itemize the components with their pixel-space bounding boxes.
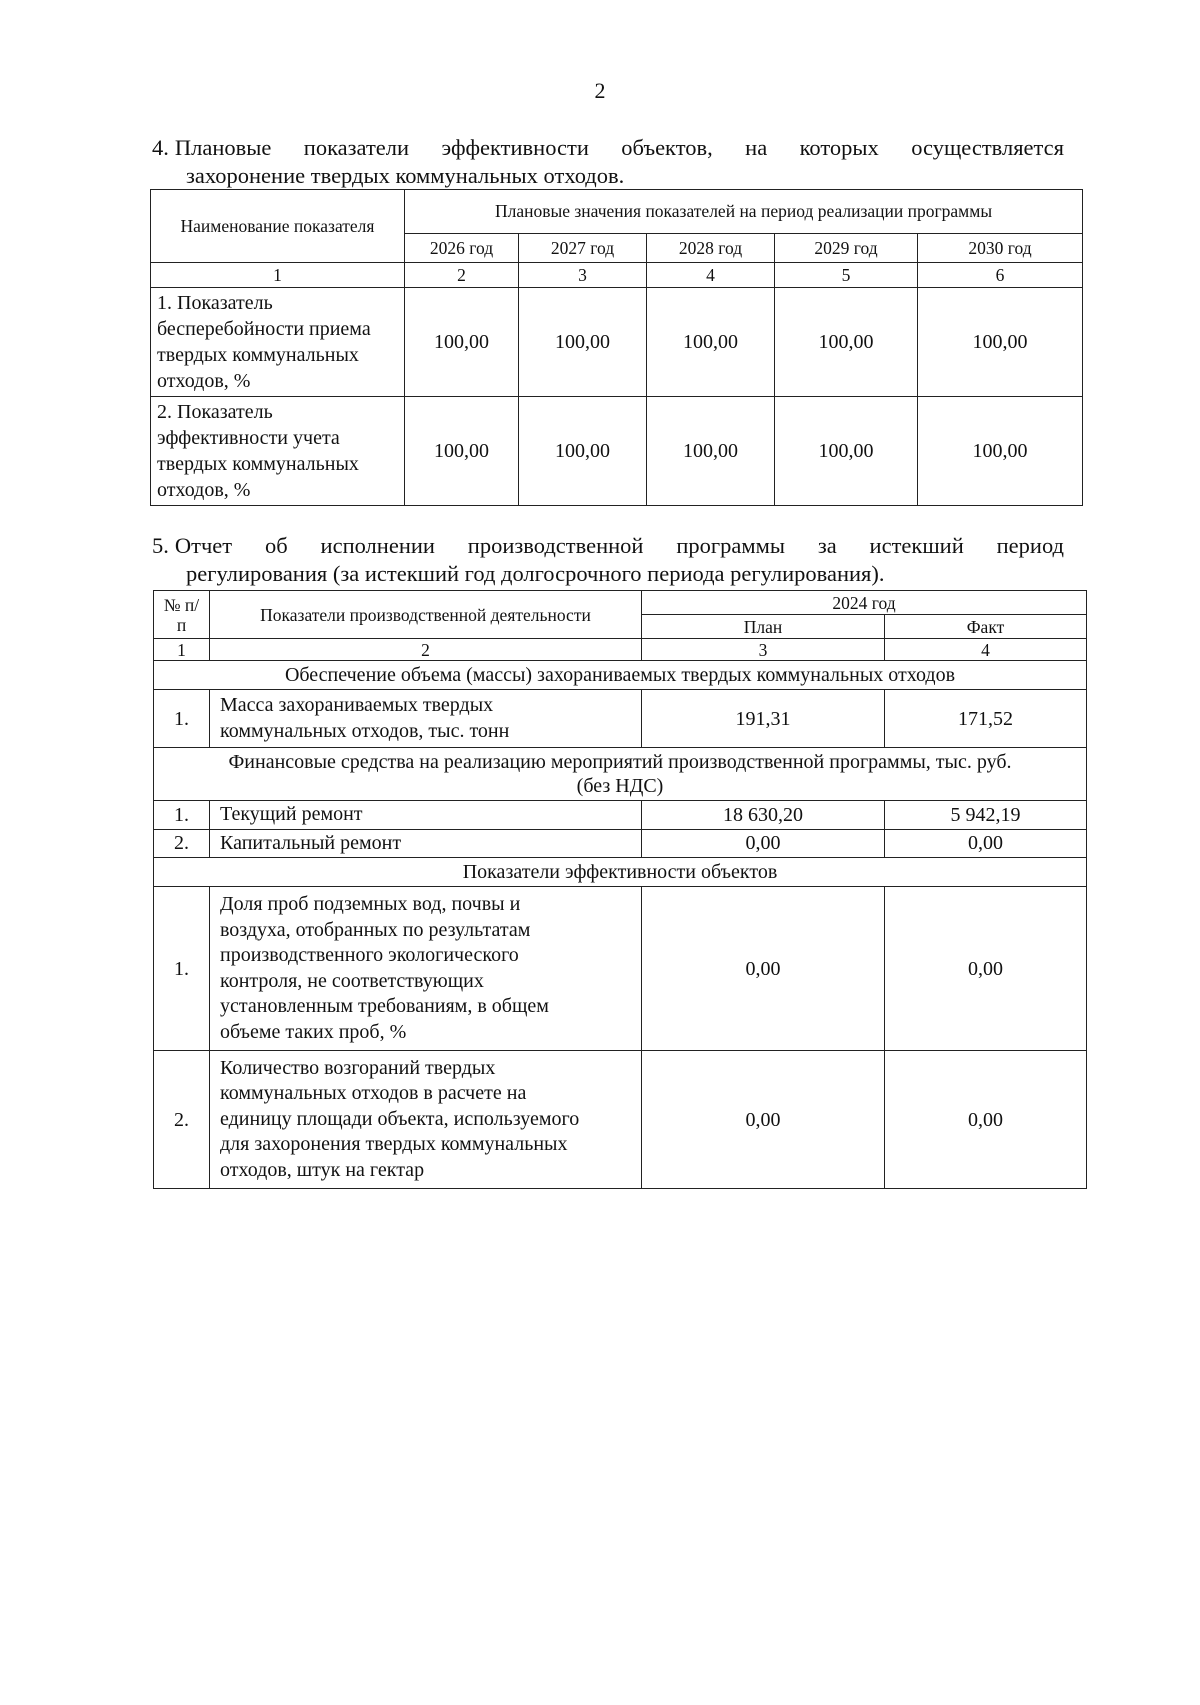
year-header: 2029 год	[775, 234, 918, 263]
indicator-name	[151, 288, 405, 397]
section-header-line: Финансовые средства на реализацию мероприятий производственной программы, тыс. руб.	[228, 751, 1012, 773]
fact-value: 0,00	[885, 1051, 1087, 1189]
program-report-table	[153, 590, 1087, 1189]
indicator-name-line: Масса захораниваемых твердых	[220, 694, 494, 716]
indicator-name-line: коммунальных отходов в расчете на	[220, 1082, 527, 1105]
column-number: 5	[775, 263, 918, 288]
indicator-name-line: 1. Показатель	[157, 292, 273, 314]
section-header-volume: Обеспечение объема (массы) захораниваемых твердых коммунальных отходов	[154, 661, 1087, 690]
table-row	[154, 887, 1087, 1051]
planned-value: 100,00	[647, 288, 775, 397]
indicator-name-line: 2. Показатель	[157, 401, 273, 423]
plan-value: 0,00	[642, 887, 885, 1051]
planned-value: 100,00	[405, 288, 519, 397]
planned-value: 100,00	[519, 397, 647, 506]
section-5-title	[152, 532, 1064, 588]
plan-value: 191,31	[642, 690, 885, 748]
table-row	[151, 397, 1083, 506]
year-header: 2024 год	[642, 591, 1087, 615]
column-number: 2	[405, 263, 519, 288]
plan-value: 0,00	[642, 829, 885, 858]
indicator-name-line: отходов, %	[157, 370, 251, 392]
section-4-title-line2: захоронение твердых коммунальных отходов.	[186, 163, 625, 188]
row-number: 2.	[154, 1051, 210, 1189]
column-number: 1	[154, 639, 210, 661]
table-row	[154, 801, 1087, 830]
section-4-title-line1: Плановые показатели эффективности объектов, на которых осуществляется	[174, 135, 1064, 160]
col-indicator-header: Показатели производственной деятельности	[210, 591, 642, 639]
row-number: 2.	[154, 829, 210, 858]
planned-value: 100,00	[918, 397, 1083, 506]
table-row	[151, 288, 1083, 397]
indicator-name	[210, 887, 642, 1051]
indicator-name	[210, 690, 642, 748]
section-5-title-line2: регулирования (за истекший год долгосрочного периода регулирования).	[186, 561, 885, 586]
planned-values-header: Плановые значения показателей на период реализации программы	[405, 190, 1083, 234]
table-row	[154, 1051, 1087, 1189]
column-number: 3	[519, 263, 647, 288]
indicator-name-line: твердых коммунальных	[157, 344, 359, 366]
planned-value: 100,00	[519, 288, 647, 397]
indicator-name	[210, 1051, 642, 1189]
indicator-name-line: отходов, штук на гектар	[220, 1158, 425, 1181]
indicator-name-line: бесперебойности приема	[157, 318, 371, 340]
fact-header: Факт	[885, 615, 1087, 639]
indicator-name: Капитальный ремонт	[210, 829, 642, 858]
planned-value: 100,00	[918, 288, 1083, 397]
column-number: 4	[885, 639, 1087, 661]
year-header: 2027 год	[519, 234, 647, 263]
section-4-number: 4.	[152, 135, 169, 160]
table-row	[154, 829, 1087, 858]
indicator-name-line: отходов, %	[157, 479, 251, 501]
col-name-header: Наименование показателя	[151, 190, 405, 263]
indicator-name-line: коммунальных отходов, тыс. тонн	[220, 719, 510, 742]
section-5-number: 5.	[152, 533, 169, 558]
table-row	[154, 690, 1087, 748]
year-header: 2028 год	[647, 234, 775, 263]
planned-value: 100,00	[647, 397, 775, 506]
fact-value: 0,00	[885, 887, 1087, 1051]
section-4-title	[152, 134, 1064, 190]
fact-value: 171,52	[885, 690, 1087, 748]
indicator-name-line: твердых коммунальных	[157, 453, 359, 475]
row-number: 1.	[154, 887, 210, 1051]
fact-value: 0,00	[885, 829, 1087, 858]
indicator-name-line: контроля, не соответствующих	[220, 969, 484, 992]
indicator-name-line: установленным требованиям, в общем	[220, 995, 549, 1017]
row-number: 1.	[154, 690, 210, 748]
year-header: 2030 год	[918, 234, 1083, 263]
col-num-header: № п/п	[154, 591, 210, 639]
indicator-name-line: воздуха, отобранных по результатам	[220, 918, 531, 941]
planned-value: 100,00	[775, 397, 918, 506]
column-number: 3	[642, 639, 885, 661]
row-number: 1.	[154, 801, 210, 830]
column-number: 1	[151, 263, 405, 288]
indicator-name-line: Количество возгораний твердых	[220, 1056, 496, 1079]
indicator-name-line: объеме таких проб, %	[220, 1020, 407, 1043]
plan-value: 0,00	[642, 1051, 885, 1189]
plan-value: 18 630,20	[642, 801, 885, 830]
page-number: 2	[594, 78, 606, 103]
indicator-name-line: единицу площади объекта, используемого	[220, 1107, 580, 1130]
plan-header: План	[642, 615, 885, 639]
section-5-title-line1: Отчет об исполнении производственной программы за истекший период	[174, 533, 1064, 558]
column-number: 6	[918, 263, 1083, 288]
indicator-name	[151, 397, 405, 506]
section-header-efficiency: Показатели эффективности объектов	[154, 858, 1087, 887]
indicator-name: Текущий ремонт	[210, 801, 642, 830]
planned-value: 100,00	[775, 288, 918, 397]
year-header: 2026 год	[405, 234, 519, 263]
indicator-name-line: эффективности учета	[157, 427, 340, 449]
indicator-name-line: Доля проб подземных вод, почвы и	[220, 893, 521, 915]
column-number: 4	[647, 263, 775, 288]
fact-value: 5 942,19	[885, 801, 1087, 830]
indicator-name-line: для захоронения твердых коммунальных	[220, 1133, 568, 1156]
section-header-line: (без НДС)	[576, 775, 664, 797]
planned-value: 100,00	[405, 397, 519, 506]
planned-indicators-table	[150, 189, 1083, 506]
indicator-name-line: производственного экологического	[220, 944, 519, 966]
column-number: 2	[210, 639, 642, 661]
section-header-finance	[154, 748, 1087, 801]
